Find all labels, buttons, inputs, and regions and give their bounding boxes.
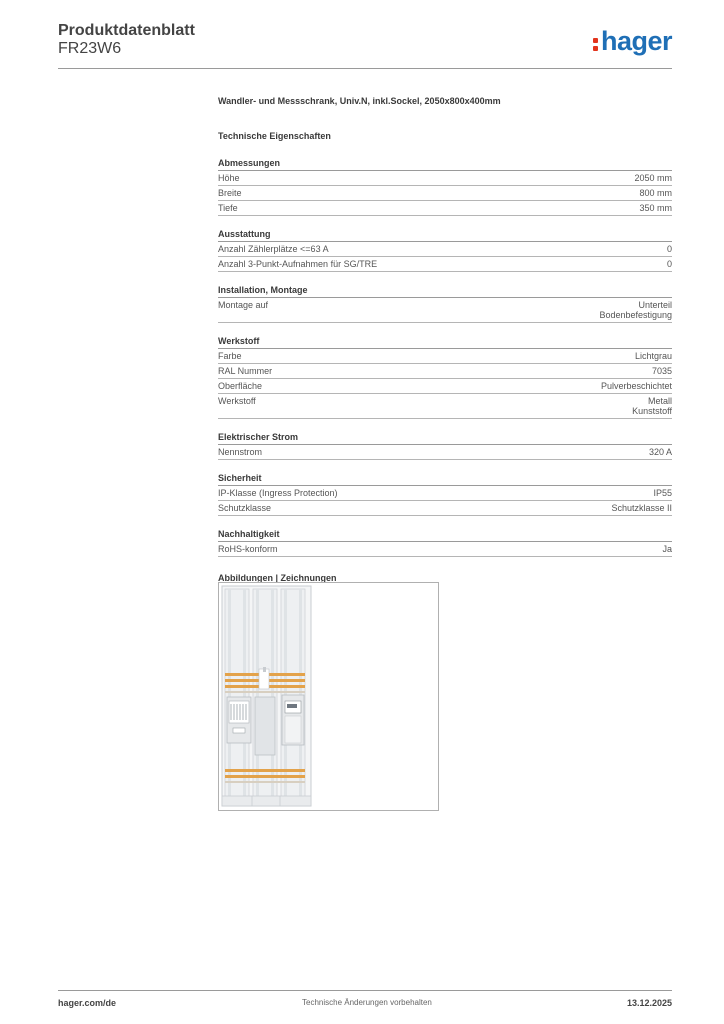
property-value [662, 544, 672, 554]
hager-logo [593, 26, 672, 57]
property-value [652, 366, 672, 376]
property-label: Anzahl 3-Punkt-Aufnahmen für SG/TRE [218, 259, 378, 269]
properties-section [218, 284, 672, 323]
property-row [218, 394, 672, 419]
property-row [218, 298, 672, 323]
property-row [218, 364, 672, 379]
property-value-line: IP55 [653, 488, 672, 498]
product-drawing [218, 582, 439, 811]
section-title: Installation, Montage [218, 284, 672, 298]
properties-section [218, 335, 672, 419]
figures-heading: Abbildungen | Zeichnungen [218, 573, 337, 583]
property-label: Werkstoff [218, 396, 256, 406]
property-value [653, 488, 672, 498]
property-value-line: Bodenbefestigung [599, 310, 672, 320]
property-label: Oberfläche [218, 381, 263, 391]
property-value [601, 381, 672, 391]
product-description: Wandler- und Messschrank, Univ.N, inkl.Sockel, 2050x800x400mm [218, 96, 501, 106]
properties-section [218, 472, 672, 516]
footer-website-link[interactable]: hager.com/de [58, 998, 117, 1008]
property-value [667, 244, 672, 254]
property-row [218, 379, 672, 394]
properties-section [218, 528, 672, 557]
tech-properties-heading: Technische Eigenschaften [218, 131, 331, 141]
property-label: RAL Nummer [218, 366, 273, 376]
property-value [634, 173, 672, 183]
header-divider [58, 68, 672, 69]
property-value [599, 300, 672, 320]
property-value-line: 350 mm [639, 203, 672, 213]
property-value-line: Kunststoff [632, 406, 672, 416]
property-value-line: Metall [647, 396, 672, 406]
property-value [639, 203, 672, 213]
product-content [218, 96, 672, 585]
logo-text: hager [600, 26, 672, 56]
property-row [218, 201, 672, 216]
property-row [218, 186, 672, 201]
property-row [218, 171, 672, 186]
section-title: Sicherheit [218, 472, 672, 486]
property-value [632, 396, 672, 416]
property-label: Breite [218, 188, 242, 198]
properties-sections [218, 157, 672, 557]
property-label: Schutzklasse [218, 503, 272, 513]
property-value-line: 7035 [651, 366, 672, 376]
property-value [667, 259, 672, 269]
property-row [218, 501, 672, 516]
footer-divider [58, 990, 672, 991]
cabinet-front-view-image [219, 583, 438, 810]
property-label: Höhe [218, 173, 240, 183]
section-title: Elektrischer Strom [218, 431, 672, 445]
property-value [635, 351, 672, 361]
footer-date: 13.12.2025 [626, 998, 672, 1008]
section-title: Werkstoff [218, 335, 672, 349]
property-value [639, 188, 672, 198]
property-label: IP-Klasse (Ingress Protection) [218, 488, 338, 498]
property-label: Tiefe [218, 203, 238, 213]
property-row [218, 486, 672, 501]
properties-section [218, 431, 672, 460]
property-row [218, 257, 672, 272]
property-value-line: Ja [662, 544, 672, 554]
property-row [218, 242, 672, 257]
property-value-line: 320 A [648, 447, 672, 457]
footer-disclaimer: Technische Änderungen vorbehalten [302, 998, 432, 1007]
properties-section [218, 228, 672, 272]
logo-dots-icon [593, 33, 599, 53]
property-row [218, 445, 672, 460]
document-header [58, 22, 672, 68]
property-value-line: Pulverbeschichtet [600, 381, 672, 391]
property-row [218, 349, 672, 364]
properties-section [218, 157, 672, 216]
property-value [611, 503, 672, 513]
property-value [649, 447, 672, 457]
section-title: Nachhaltigkeit [218, 528, 672, 542]
property-value-line: Lichtgrau [634, 351, 672, 361]
property-value-line: 2050 mm [634, 173, 672, 183]
property-label: RoHS-konform [218, 544, 278, 554]
document-title: Produktdatenblatt [58, 22, 195, 39]
property-value-line: 0 [666, 259, 672, 269]
property-value-line: Schutzklasse II [611, 503, 672, 513]
product-code: FR23W6 [58, 40, 122, 57]
property-value-line: 800 mm [639, 188, 672, 198]
property-label: Montage auf [218, 300, 269, 310]
section-title: Abmessungen [218, 157, 672, 171]
property-label: Anzahl Zählerplätze <=63 A [218, 244, 329, 254]
property-label: Nennstrom [218, 447, 263, 457]
section-title: Ausstattung [218, 228, 672, 242]
property-value-line: 0 [666, 244, 672, 254]
property-label: Farbe [218, 351, 242, 361]
property-value-line: Unterteil [638, 300, 672, 310]
property-row [218, 542, 672, 557]
